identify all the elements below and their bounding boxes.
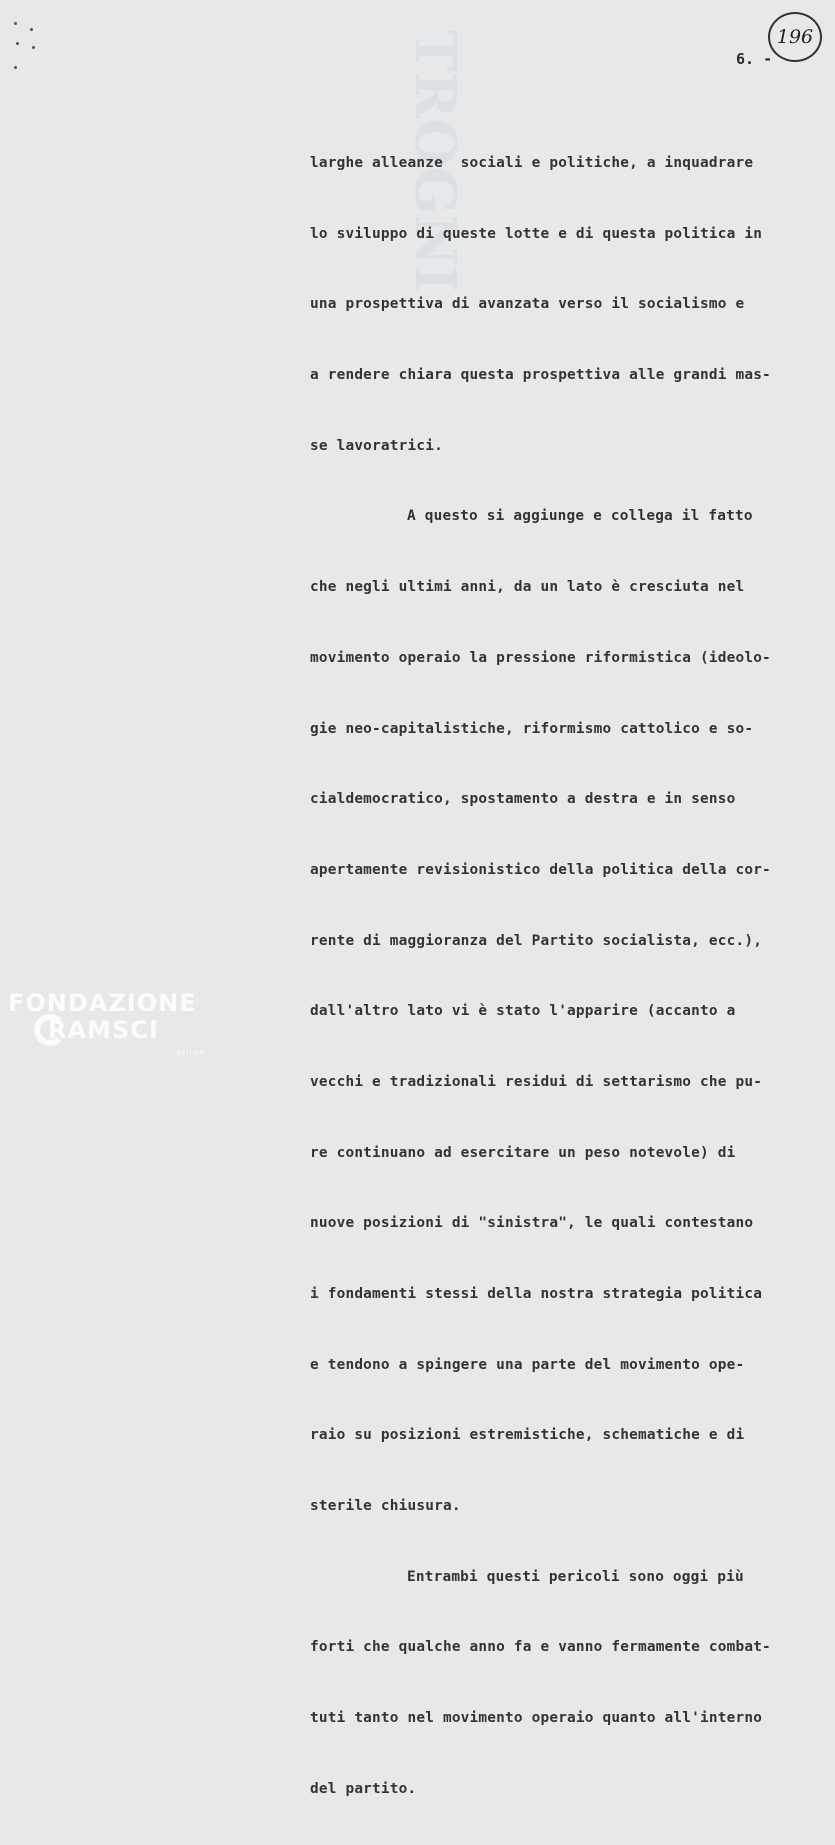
watermark-line-2 [8,1016,197,1044]
typed-body-text [310,116,825,1845]
text-line: A questo si aggiunge e collega il fatto [407,508,753,525]
text-line: re continuano ad esercitare un peso notevole) di [310,1144,736,1161]
text-line: tuti tanto nel movimento operaio quanto all'interno [310,1710,763,1727]
text-line: cialdemocratico, spostamento a destra e in senso [310,791,736,808]
text-line: del partito. [310,1780,417,1797]
text-line: larghe alleanze sociali e politiche, a inquadrare [310,155,754,171]
text-line: a rendere chiara questa prospettiva alle grandi mas- [310,367,771,384]
gramsci-g-logo-icon [34,1014,66,1046]
text-line: dall'altro lato vi è stato l'apparire (accanto a [310,1003,736,1020]
text-line: forti che qualche anno fa e vanno fermamente combat- [310,1639,771,1656]
text-line: nuove posizioni di "sinistra", le quali contestano [310,1215,754,1232]
fondazione-gramsci-watermark [8,989,206,1058]
show-through-text: TROGNI [402,30,468,293]
text-line: lo sviluppo di queste lotte e di questa politica in [310,225,763,242]
text-line: che negli ultimi anni, da un lato è cresciuta nel [310,579,745,596]
text-line: movimento operaio la pressione riformistica (ideolo- [310,649,771,666]
text-line: vecchi e tradizionali residui di settarismo che pu- [310,1073,763,1090]
text-line: sterile chiusura. [310,1498,461,1515]
text-line: i fondamenti stessi della nostra strategia politica [310,1286,763,1302]
text-line: se lavoratrici. [310,437,443,454]
watermark-line-1: FONDAZIONE [8,989,197,1017]
text-line: Entrambi questi pericoli sono oggi più [407,1568,744,1585]
archive-number-stamp: 196 [768,12,822,62]
text-line: e tendono a spingere una parte del movimento ope- [310,1356,745,1373]
watermark-line-2-text: RAMSCI [48,1016,159,1044]
text-line: raio su posizioni estremistiche, schematiche e di [310,1427,745,1444]
page-number: 6. - [736,50,773,68]
text-line: gie neo-capitalistiche, riformismo cattolico e so- [310,720,754,737]
watermark-sub: onlus [176,1048,206,1058]
text-line: una prospettiva di avanzata verso il socialismo e [310,296,745,313]
text-line: rente di maggioranza del Partito socialista, ecc.), [310,932,763,949]
text-line: apertamente revisionistico della politica della cor- [310,861,771,878]
